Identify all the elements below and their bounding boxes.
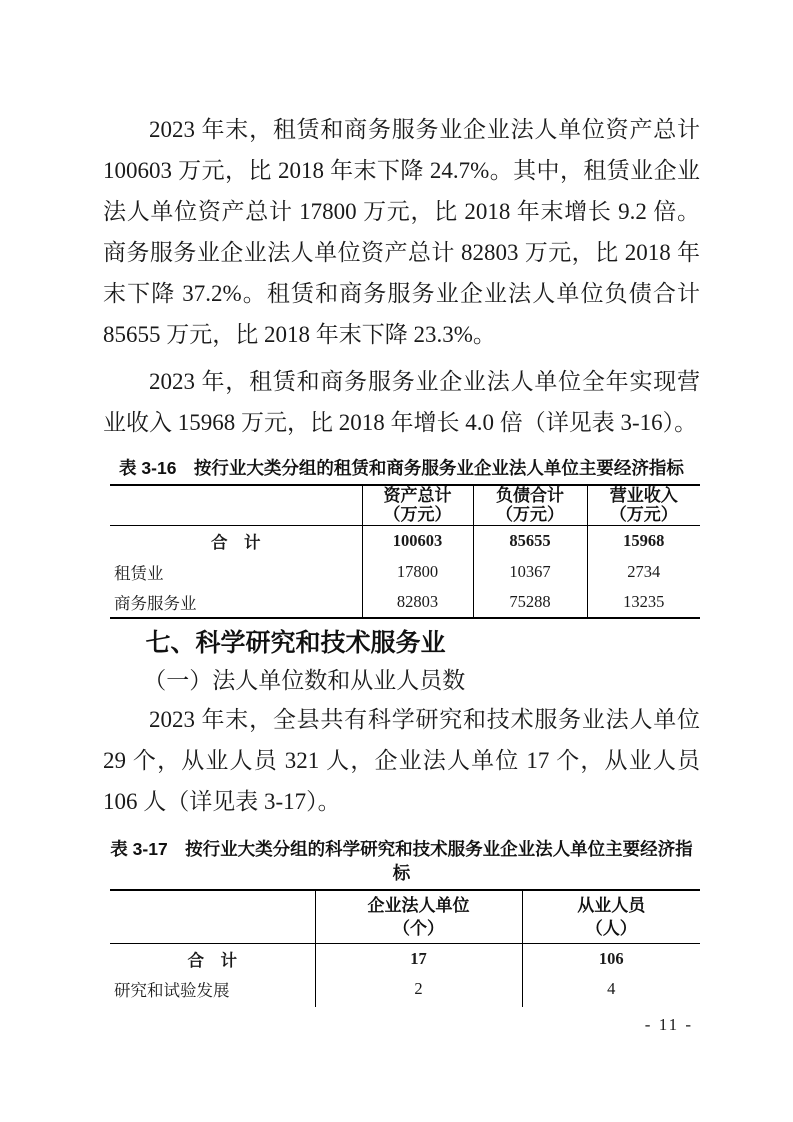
paragraph-leasing-revenue: 2023 年，租赁和商务服务业企业法人单位全年实现营业收入 15968 万元，比 2018 年增长 4.0 倍（详见表 3-16）。 (103, 369, 700, 435)
table-3-16-header (110, 485, 700, 525)
table-row-total (110, 525, 700, 556)
header-enterprise-units-line1: 企业法人单位 (367, 895, 470, 915)
sub-heading-legal-units: （一）法人单位数和从业人员数 (143, 668, 466, 693)
row-label-total: 合 计 (187, 951, 237, 970)
header-cell-employees (522, 890, 700, 943)
table-row-business-services (110, 587, 700, 618)
header-cell-revenue (587, 485, 700, 525)
cell-business-liabilities: 75288 (473, 587, 587, 618)
cell-rd-units: 2 (315, 974, 522, 1007)
table-3-17 (110, 889, 700, 1007)
header-enterprise-units-line2: （个） (393, 918, 444, 938)
table-row-total (110, 943, 700, 974)
header-liabilities-line2: （万元） (496, 505, 564, 525)
table-3-16-block (103, 456, 700, 619)
header-cell-empty (110, 890, 315, 943)
cell-business-revenue: 13235 (587, 587, 700, 618)
table-3-17-block (103, 837, 700, 1007)
header-cell-empty (110, 485, 362, 525)
table-3-16 (110, 484, 700, 619)
cell-business-assets: 82803 (362, 587, 473, 618)
cell-total-units: 17 (315, 943, 522, 974)
header-cell-liabilities (473, 485, 587, 525)
cell-total-employees: 106 (522, 943, 700, 974)
row-label-total: 合 计 (211, 533, 261, 552)
page-number: - 11 - (644, 1015, 693, 1034)
header-employees-line2: （人） (585, 918, 637, 938)
cell-rd-employees: 4 (522, 974, 700, 1007)
cell-total-revenue: 15968 (587, 525, 700, 556)
row-label-research-development: 研究和试验发展 (114, 980, 230, 1000)
cell-leasing-liabilities: 10367 (473, 556, 587, 587)
row-label-leasing: 租赁业 (114, 563, 164, 583)
section-heading-science-tech: 七、科学研究和技术服务业 (145, 629, 446, 657)
table-3-17-header (110, 890, 700, 943)
paragraph-science-units: 2023 年末，全县共有科学研究和技术服务业法人单位 29 个，从业人员 321 人，企业法人单位 17 个，从业人员 106 人（详见表 3-17）。 (103, 707, 700, 814)
paragraph-leasing-assets: 2023 年末，租赁和商务服务业企业法人单位资产总计 100603 万元，比 2018 年末下降 24.7%。其中，租赁业企业法人单位资产总计 17800 万元，比 2018 年末增长 9.2 倍。商务服务业企业法人单位资产总计 82803 万元，比 2018 年末下降 37.2%。租赁和商务服务业企业法人单位负债合计 85655 万元，比 2018 年末下降 23.3%。 (103, 117, 700, 347)
row-label-business-services: 商务服务业 (114, 594, 197, 613)
table-row-research-development (110, 974, 700, 1007)
cell-total-assets: 100603 (362, 525, 473, 556)
header-cell-assets (362, 485, 473, 525)
header-revenue-line2: （万元） (609, 505, 678, 525)
cell-leasing-revenue: 2734 (587, 556, 700, 587)
header-revenue-line1: 营业收入 (609, 486, 678, 506)
table-row-leasing (110, 556, 700, 587)
header-assets-line1: 资产总计 (383, 486, 452, 506)
table-3-16-title: 表 3-16 按行业大类分组的租赁和商务服务业企业法人单位主要经济指标 (119, 458, 684, 478)
cell-leasing-assets: 17800 (362, 556, 473, 587)
header-cell-enterprise-units (315, 890, 522, 943)
header-liabilities-line1: 负债合计 (496, 486, 564, 506)
header-assets-line2: （万元） (383, 505, 452, 525)
cell-total-liabilities: 85655 (473, 525, 587, 556)
table-3-17-title: 表 3-17 按行业大类分组的科学研究和技术服务业企业法人单位主要经济指标 (110, 839, 693, 883)
header-employees-line1: 从业人员 (577, 895, 646, 915)
